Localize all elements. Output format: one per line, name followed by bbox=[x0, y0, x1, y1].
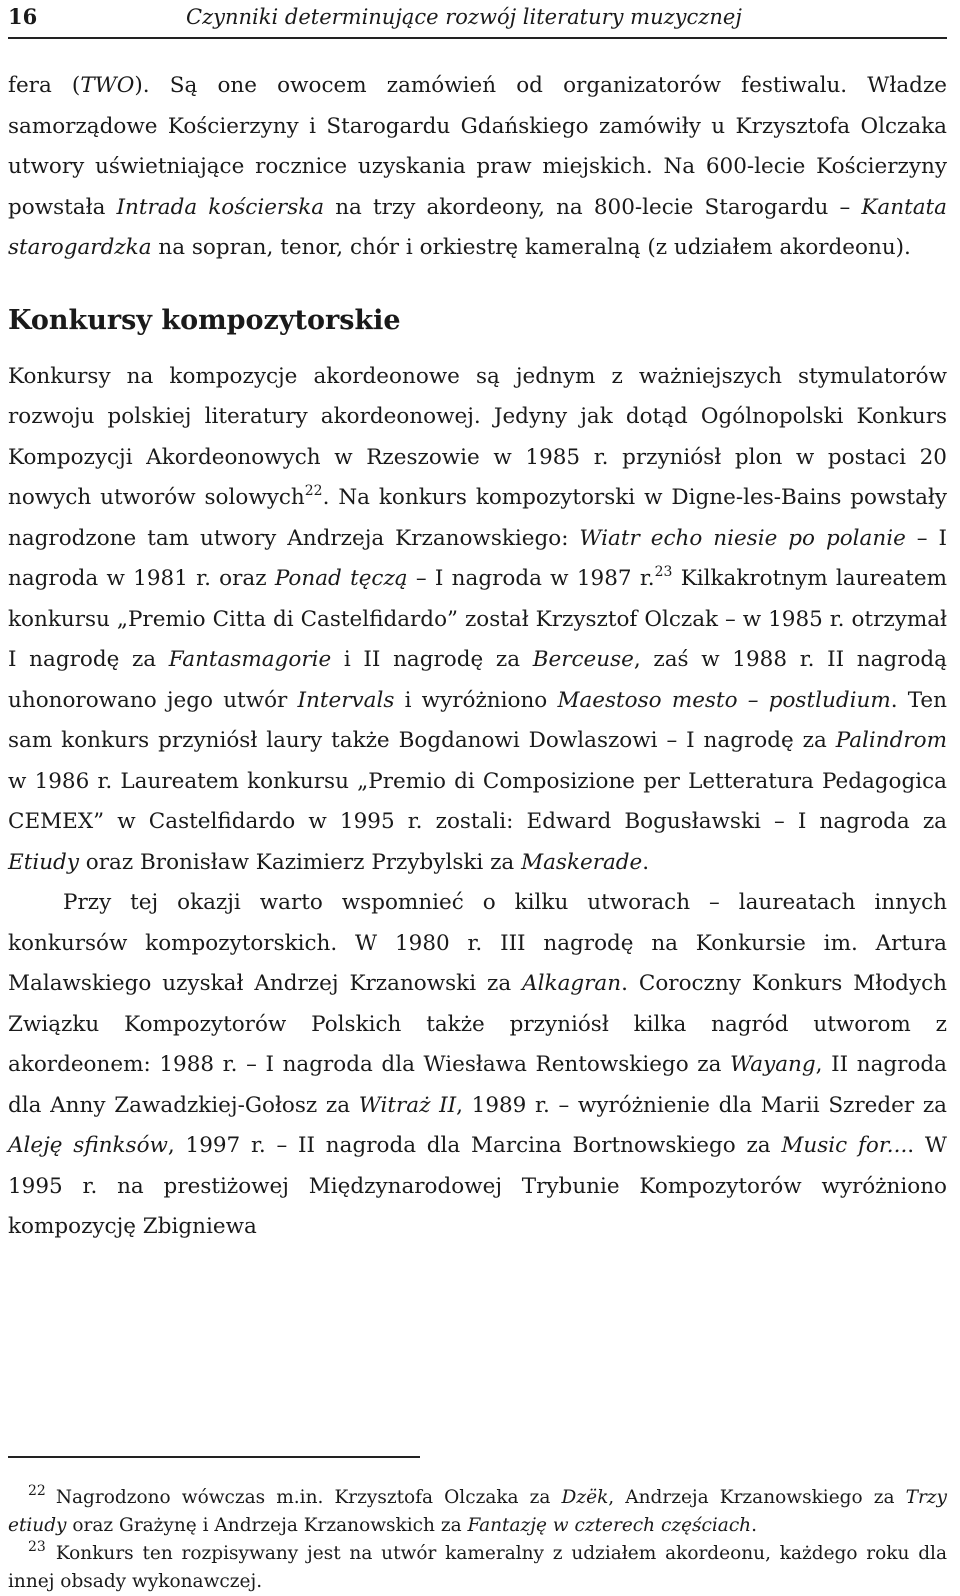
work-title: Maskerade bbox=[521, 849, 643, 875]
work-title: Fantazję w czterech częściach bbox=[467, 1515, 752, 1536]
text-run: na sopran, tenor, chór i orkiestrę kameralną (z udziałem akordeonu). bbox=[151, 235, 911, 260]
work-title: Etiudy bbox=[8, 849, 79, 875]
work-title: Trzy etiudy bbox=[8, 1487, 947, 1536]
work-title: Aleję sfinksów bbox=[8, 1133, 168, 1158]
work-title: Fantasmagorie bbox=[168, 647, 332, 672]
text-run: Konkurs ten rozpisywany jest na utwór kameralny z udziałem akordeonu, każdego roku dla innej obsady wykonawczej. bbox=[8, 1543, 947, 1592]
work-title: Music for... bbox=[781, 1133, 908, 1158]
work-title: Intrada kościerska bbox=[116, 194, 325, 220]
work-title: Intervals bbox=[297, 687, 395, 713]
footnote-reference[interactable]: 22 bbox=[304, 483, 323, 499]
text-run: w 1986 r. Laureatem konkursu „Premio di Composizione per Letteratura Pedagogica CEMEX” w Castelfidardo w 1995 r. zostali: Edward Bogusławski – I nagroda za bbox=[8, 768, 947, 834]
work-title: Wayang bbox=[730, 1052, 816, 1077]
paragraph-other-competitions bbox=[8, 883, 947, 1248]
text-run: Przy tej okazji warto wspomnieć o kilku utworach – laureatach innych konkursów kompozytorskich. W 1980 r. III nagrodę na Konkursie im. Artura Malawskiego uzyskał Andrzej Krzanowski za bbox=[8, 890, 947, 996]
footnote-22 bbox=[8, 1484, 947, 1540]
footnote-reference[interactable]: 23 bbox=[654, 564, 673, 580]
text-run: Kilkakrotnym laureatem konkursu „Premio Citta di Castelfidardo” został Krzysztof Olczak – w 1985 r. otrzymał I nagrodę za bbox=[8, 566, 948, 672]
text-run: . Coroczny Konkurs Młodych Związku Kompozytorów Polskich także przyniósł kilka nagród utworom z akordeonem: 1988 r. – I nagroda dla Wiesława Rentowskiego za bbox=[8, 971, 947, 1077]
work-title: Ponad tęczą bbox=[274, 566, 408, 591]
intro-paragraph bbox=[8, 66, 947, 269]
page-number: 16 bbox=[8, 4, 38, 29]
running-title: Czynniki determinujące rozwój literatury muzycznej bbox=[186, 5, 742, 29]
text-run: , zaś w 1988 r. II nagrodą uhonorowano jego utwór bbox=[8, 647, 947, 713]
text-run: . bbox=[751, 1515, 757, 1536]
text-run: . W 1995 r. na prestiżowej Międzynarodowej Trybunie Kompozytorów wyróżniono kompozycję Zbigniewa bbox=[8, 1133, 947, 1239]
work-title: Berceuse bbox=[532, 647, 634, 672]
footnote-23 bbox=[8, 1540, 947, 1596]
text-run: oraz Grażynę i Andrzeja Krzanowskich za bbox=[66, 1515, 468, 1536]
page-header bbox=[8, 2, 947, 32]
text-run: i wyróżniono bbox=[394, 687, 558, 713]
text-run: – I nagroda w 1981 r. oraz bbox=[8, 525, 947, 591]
work-title: Kantata starogardzka bbox=[8, 194, 947, 260]
text-run: Nagrodzono wówczas m.in. Krzysztofa Olczaka za bbox=[55, 1487, 562, 1508]
text-run: fera ( bbox=[8, 73, 81, 98]
paragraph-competitions bbox=[8, 357, 947, 884]
text-run: oraz Bronisław Kazimierz Przybylski za bbox=[78, 849, 522, 875]
text-run: i II nagrodę za bbox=[331, 647, 533, 672]
work-title: Dzëk bbox=[561, 1487, 609, 1508]
text-run: . Ten sam konkurs przyniósł laury także Bogdanowi Dowlaszowi – I nagrodę za bbox=[8, 687, 947, 753]
text-run: , 1997 r. – II nagroda dla Marcina Bortnowskiego za bbox=[167, 1133, 782, 1158]
work-title: Alkagran bbox=[522, 971, 622, 996]
header-rule bbox=[8, 37, 947, 39]
footnote-mark: 22 bbox=[28, 1483, 46, 1499]
section-heading: Konkursy kompozytorskie bbox=[8, 304, 401, 336]
body-text bbox=[8, 66, 947, 1248]
footnote-mark: 23 bbox=[28, 1539, 46, 1555]
text-run: . Na konkurs kompozytorski w Digne-les-Bains powstały nagrodzone tam utwory Andrzeja Krzanowskiego: bbox=[8, 485, 948, 551]
text-run: , 1989 r. – wyróżnienie dla Marii Szreder za bbox=[456, 1092, 947, 1118]
text-run: ). Są one owocem zamówień od organizatorów festiwalu. Władze samorządowe Kościerzyny i Starogardu Gdańskiego zamówiły u Krzysztofa Olczaka utwory uświetniające rocznice uzyskania praw miejskich. Na 600-lecie Kościerzyny powstała bbox=[8, 73, 948, 220]
text-run: , Andrzeja Krzanowskiego za bbox=[608, 1487, 906, 1508]
text-run: , II nagroda dla Anny Zawadzkiej-Gołosz za bbox=[8, 1052, 947, 1118]
text-run: na trzy akordeony, na 800-lecie Starogardu – bbox=[324, 194, 862, 220]
text-run: – I nagroda w 1987 r. bbox=[407, 566, 655, 591]
work-title: Wiatr echo niesie po polanie bbox=[579, 525, 906, 551]
work-title: Witraż II bbox=[358, 1092, 457, 1118]
text-run: . bbox=[642, 849, 650, 875]
work-title: Maestoso mesto – postludium bbox=[557, 687, 891, 713]
text-run: Konkursy na kompozycje akordeonowe są jednym z ważniejszych stymulatorów rozwoju polskiej literatury akordeonowej. Jedyny jak dotąd Ogólnopolski Konkurs Kompozycji Akordeonowych w Rzeszowie w 1985 r. przyniósł plon w postaci 20 nowych utworów solowych bbox=[8, 363, 947, 510]
footnotes bbox=[8, 1484, 947, 1596]
italic-term: TWO bbox=[80, 73, 135, 98]
work-title: Palindrom bbox=[835, 728, 947, 753]
footnote-rule bbox=[8, 1456, 420, 1458]
